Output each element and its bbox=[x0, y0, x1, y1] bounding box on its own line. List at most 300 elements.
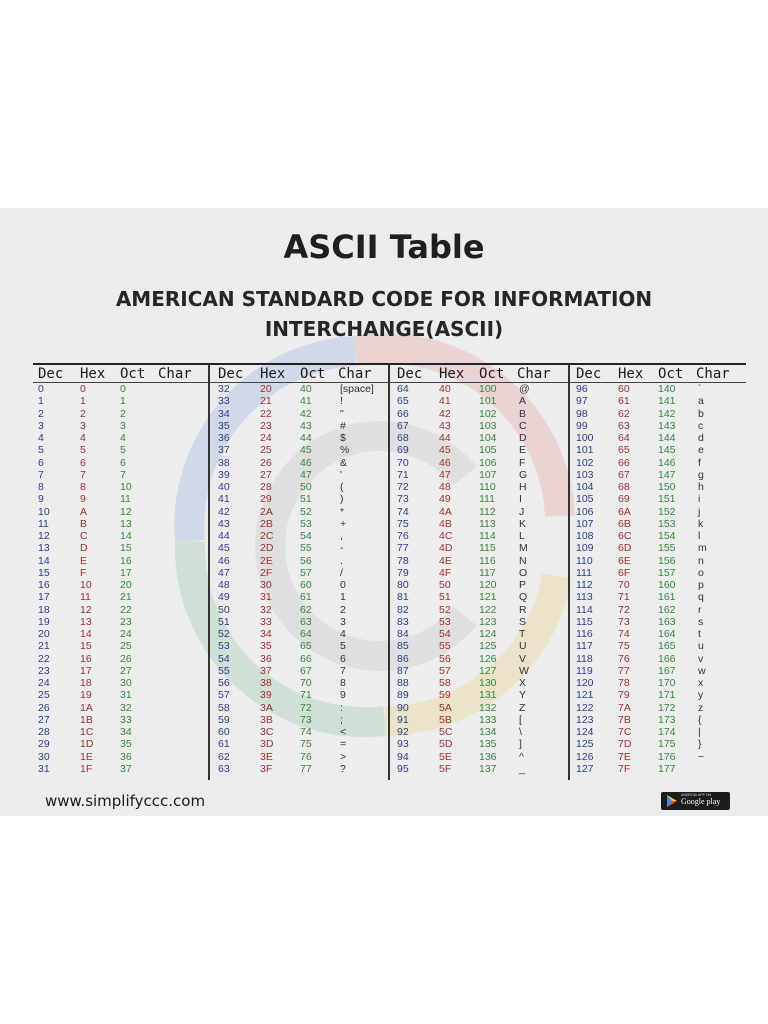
cell-hex: 5B bbox=[439, 713, 452, 726]
cell-dec: 2 bbox=[38, 407, 44, 420]
cell-char: _ bbox=[519, 762, 525, 775]
cell-dec: 38 bbox=[218, 456, 230, 469]
cell-oct: 6 bbox=[120, 456, 126, 469]
cell-dec: 43 bbox=[218, 517, 230, 530]
cell-dec: 56 bbox=[218, 677, 230, 689]
cell-dec: 69 bbox=[397, 444, 409, 457]
cell-char: C bbox=[519, 419, 527, 432]
cell-hex: 18 bbox=[80, 677, 92, 689]
cell-oct: 55 bbox=[300, 542, 312, 555]
cell-hex: 53 bbox=[439, 615, 451, 628]
cell-hex: 67 bbox=[618, 468, 630, 481]
page-subtitle-line2: INTERCHANGE(ASCII) bbox=[264, 317, 504, 341]
cell-char: s bbox=[698, 615, 704, 628]
cell-hex: 74 bbox=[618, 628, 630, 640]
cell-hex: 39 bbox=[260, 689, 272, 702]
cell-dec: 21 bbox=[38, 640, 50, 653]
cell-dec: 7 bbox=[38, 468, 44, 481]
cell-hex: 21 bbox=[260, 395, 272, 408]
column-header: Hex bbox=[260, 366, 286, 382]
column-divider bbox=[568, 364, 570, 780]
cell-oct: 71 bbox=[300, 689, 312, 702]
cell-dec: 78 bbox=[397, 554, 409, 567]
cell-dec: 94 bbox=[397, 750, 409, 763]
cell-oct: 127 bbox=[479, 664, 497, 677]
column-header: Dec bbox=[397, 366, 423, 382]
cell-hex: 5E bbox=[439, 750, 452, 763]
cell-hex: 6A bbox=[618, 505, 631, 518]
cell-dec: 0 bbox=[38, 383, 44, 395]
cell-char: O bbox=[519, 566, 528, 579]
cell-oct: 154 bbox=[658, 530, 676, 542]
cell-dec: 40 bbox=[218, 481, 230, 493]
cell-char: c bbox=[698, 419, 704, 432]
badge-small-text: ANDROID APP ON bbox=[681, 793, 712, 797]
cell-char: 8 bbox=[340, 677, 346, 689]
cell-hex: 5 bbox=[80, 444, 86, 457]
cell-oct: 34 bbox=[120, 726, 132, 738]
cell-hex: 38 bbox=[260, 677, 272, 689]
cell-hex: 42 bbox=[439, 407, 451, 420]
cell-dec: 125 bbox=[576, 738, 594, 751]
cell-hex: E bbox=[80, 554, 88, 567]
cell-oct: 125 bbox=[479, 640, 497, 653]
cell-oct: 104 bbox=[479, 432, 497, 444]
cell-dec: 108 bbox=[576, 530, 594, 542]
cell-dec: 90 bbox=[397, 701, 409, 714]
cell-oct: 37 bbox=[120, 762, 132, 775]
cell-hex: 2A bbox=[260, 505, 273, 518]
google-play-badge[interactable] bbox=[661, 792, 730, 810]
cell-char: $ bbox=[340, 432, 346, 444]
cell-hex: 6D bbox=[618, 542, 632, 555]
cell-hex: 49 bbox=[439, 493, 451, 506]
cell-dec: 28 bbox=[38, 726, 50, 738]
cell-oct: 11 bbox=[120, 493, 131, 506]
cell-oct: 110 bbox=[479, 481, 496, 493]
cell-dec: 72 bbox=[397, 481, 409, 493]
cell-hex: 77 bbox=[618, 664, 630, 677]
cell-oct: 137 bbox=[479, 762, 497, 775]
cell-oct: 63 bbox=[300, 615, 312, 628]
cell-oct: 175 bbox=[658, 738, 676, 751]
cell-dec: 63 bbox=[218, 762, 230, 775]
cell-char: S bbox=[519, 615, 527, 628]
cell-oct: 26 bbox=[120, 652, 132, 665]
cell-char: K bbox=[519, 517, 527, 530]
website-link[interactable]: www.simplifyccc.com bbox=[45, 792, 206, 810]
cell-char: l bbox=[698, 530, 701, 542]
column-header: Oct bbox=[300, 366, 326, 382]
cell-dec: 59 bbox=[218, 713, 230, 726]
cell-dec: 49 bbox=[218, 591, 230, 604]
cell-hex: 15 bbox=[80, 640, 92, 653]
cell-oct: 57 bbox=[300, 566, 312, 579]
cell-hex: 3B bbox=[260, 713, 273, 726]
cell-oct: 73 bbox=[300, 713, 312, 726]
cell-oct: 31 bbox=[120, 689, 132, 702]
cell-hex: 23 bbox=[260, 419, 272, 432]
cell-hex: 51 bbox=[439, 591, 451, 604]
cell-hex: 34 bbox=[260, 628, 272, 640]
cell-oct: 115 bbox=[479, 542, 496, 555]
cell-hex: 40 bbox=[439, 383, 451, 395]
cell-oct: 77 bbox=[300, 762, 312, 775]
cell-oct: 131 bbox=[479, 689, 497, 702]
cell-hex: 25 bbox=[260, 444, 272, 457]
cell-oct: 70 bbox=[300, 677, 312, 689]
cell-dec: 52 bbox=[218, 628, 230, 640]
cell-hex: 3E bbox=[260, 750, 273, 763]
cell-oct: 45 bbox=[300, 444, 312, 457]
cell-hex: 10 bbox=[80, 579, 92, 591]
cell-hex: 60 bbox=[618, 383, 630, 395]
cell-hex: 5F bbox=[439, 762, 452, 775]
cell-char: p bbox=[698, 579, 704, 591]
cell-dec: 96 bbox=[576, 383, 588, 395]
cell-dec: 85 bbox=[397, 640, 409, 653]
cell-dec: 84 bbox=[397, 628, 409, 640]
cell-dec: 68 bbox=[397, 432, 409, 444]
cell-oct: 162 bbox=[658, 603, 676, 616]
cell-char: q bbox=[698, 591, 704, 604]
cell-dec: 48 bbox=[218, 579, 230, 591]
cell-hex: 12 bbox=[80, 603, 92, 616]
cell-hex: 5D bbox=[439, 738, 453, 751]
cell-oct: 116 bbox=[479, 554, 496, 567]
cell-hex: 4D bbox=[439, 542, 453, 555]
cell-hex: 4 bbox=[80, 432, 86, 444]
cell-oct: 23 bbox=[120, 615, 132, 628]
cell-dec: 120 bbox=[576, 677, 594, 689]
cell-hex: 2D bbox=[260, 542, 274, 555]
cell-dec: 100 bbox=[576, 432, 594, 444]
cell-dec: 15 bbox=[38, 566, 50, 579]
cell-dec: 83 bbox=[397, 615, 409, 628]
cell-dec: 111 bbox=[576, 566, 592, 579]
cell-hex: 52 bbox=[439, 603, 451, 616]
cell-char: k bbox=[698, 517, 704, 530]
cell-oct: 36 bbox=[120, 750, 132, 763]
cell-dec: 93 bbox=[397, 738, 409, 751]
cell-dec: 24 bbox=[38, 677, 50, 689]
cell-dec: 89 bbox=[397, 689, 409, 702]
cell-dec: 41 bbox=[218, 493, 230, 506]
cell-hex: 7A bbox=[618, 701, 631, 714]
column-header: Char bbox=[158, 366, 192, 382]
cell-dec: 60 bbox=[218, 726, 230, 738]
cell-oct: 76 bbox=[300, 750, 312, 763]
cell-dec: 118 bbox=[576, 652, 593, 665]
cell-dec: 32 bbox=[218, 383, 230, 395]
cell-dec: 39 bbox=[218, 468, 230, 481]
cell-char: % bbox=[340, 444, 350, 457]
cell-hex: 36 bbox=[260, 652, 272, 665]
cell-dec: 47 bbox=[218, 566, 230, 579]
cell-hex: 59 bbox=[439, 689, 451, 702]
cell-oct: 140 bbox=[658, 383, 676, 395]
cell-dec: 66 bbox=[397, 407, 409, 420]
cell-oct: 22 bbox=[120, 603, 132, 616]
cell-char: . bbox=[340, 554, 343, 567]
cell-char: V bbox=[519, 652, 527, 665]
cell-dec: 126 bbox=[576, 750, 594, 763]
cell-hex: 19 bbox=[80, 689, 92, 702]
cell-hex: 43 bbox=[439, 419, 451, 432]
cell-hex: 11 bbox=[80, 591, 91, 604]
table-top-rule bbox=[33, 363, 746, 365]
cell-dec: 17 bbox=[38, 591, 50, 604]
cell-hex: 3F bbox=[260, 762, 273, 775]
cell-hex: 7F bbox=[618, 762, 631, 775]
cell-oct: 124 bbox=[479, 628, 497, 640]
cell-dec: 1 bbox=[38, 395, 44, 408]
cell-dec: 107 bbox=[576, 517, 594, 530]
cell-char: } bbox=[698, 738, 702, 751]
cell-oct: 144 bbox=[658, 432, 676, 444]
cell-char: X bbox=[519, 677, 527, 689]
cell-hex: 41 bbox=[439, 395, 451, 408]
cell-hex: 71 bbox=[618, 591, 630, 604]
cell-char: z bbox=[698, 701, 704, 714]
cell-char: 5 bbox=[340, 640, 346, 653]
cell-dec: 103 bbox=[576, 468, 594, 481]
cell-oct: 10 bbox=[120, 481, 132, 493]
cell-hex: 58 bbox=[439, 677, 451, 689]
cell-char: 9 bbox=[340, 689, 346, 702]
cell-hex: 20 bbox=[260, 383, 272, 395]
cell-char: t bbox=[698, 628, 701, 640]
cell-dec: 23 bbox=[38, 664, 50, 677]
cell-oct: 4 bbox=[120, 432, 126, 444]
cell-dec: 92 bbox=[397, 726, 409, 738]
cell-dec: 36 bbox=[218, 432, 230, 444]
cell-oct: 1 bbox=[120, 395, 126, 408]
cell-hex: 62 bbox=[618, 407, 630, 420]
cell-char: : bbox=[340, 701, 343, 714]
cell-char: H bbox=[519, 481, 527, 493]
cell-dec: 67 bbox=[397, 419, 409, 432]
cell-hex: 24 bbox=[260, 432, 272, 444]
cell-oct: 24 bbox=[120, 628, 132, 640]
cell-char: @ bbox=[519, 383, 530, 395]
cell-char: u bbox=[698, 640, 704, 653]
cell-oct: 123 bbox=[479, 615, 497, 628]
cell-dec: 71 bbox=[397, 468, 409, 481]
cell-hex: 6C bbox=[618, 530, 632, 542]
cell-hex: 4A bbox=[439, 505, 452, 518]
cell-dec: 114 bbox=[576, 603, 593, 616]
cell-dec: 82 bbox=[397, 603, 409, 616]
cell-oct: 121 bbox=[479, 591, 497, 604]
cell-char: * bbox=[340, 505, 345, 518]
cell-hex: 1B bbox=[80, 713, 93, 726]
cell-dec: 4 bbox=[38, 432, 44, 444]
cell-hex: 7E bbox=[618, 750, 631, 763]
cell-oct: 107 bbox=[479, 468, 497, 481]
cell-char: Y bbox=[519, 689, 527, 702]
cell-oct: 14 bbox=[120, 530, 132, 542]
cell-oct: 135 bbox=[479, 738, 497, 751]
cell-char: r bbox=[698, 603, 702, 616]
cell-oct: 136 bbox=[479, 750, 497, 763]
cell-oct: 30 bbox=[120, 677, 132, 689]
cell-char: ' bbox=[340, 468, 343, 481]
cell-dec: 25 bbox=[38, 689, 50, 702]
cell-char: N bbox=[519, 554, 527, 567]
cell-hex: C bbox=[80, 530, 88, 542]
cell-hex: 45 bbox=[439, 444, 451, 457]
cell-oct: 25 bbox=[120, 640, 132, 653]
cell-dec: 31 bbox=[38, 762, 50, 775]
cell-oct: 174 bbox=[658, 726, 676, 738]
cell-dec: 3 bbox=[38, 419, 44, 432]
cell-char: + bbox=[340, 517, 347, 530]
cell-hex: 72 bbox=[618, 603, 630, 616]
cell-hex: 5C bbox=[439, 726, 453, 738]
page-subtitle-line1: AMERICAN STANDARD CODE FOR INFORMATION bbox=[115, 287, 653, 311]
cell-hex: 4F bbox=[439, 566, 452, 579]
cell-dec: 16 bbox=[38, 579, 50, 591]
cell-oct: 100 bbox=[479, 383, 497, 395]
cell-hex: 37 bbox=[260, 664, 272, 677]
cell-hex: 28 bbox=[260, 481, 272, 493]
cell-char: D bbox=[519, 432, 527, 444]
cell-hex: 6F bbox=[618, 566, 631, 579]
cell-dec: 109 bbox=[576, 542, 594, 555]
cell-char: 1 bbox=[340, 591, 346, 604]
cell-dec: 45 bbox=[218, 542, 230, 555]
cell-dec: 18 bbox=[38, 603, 50, 616]
cell-oct: 42 bbox=[300, 407, 312, 420]
cell-hex: 0 bbox=[80, 383, 86, 395]
column-header: Char bbox=[517, 366, 551, 382]
cell-hex: 17 bbox=[80, 664, 92, 677]
cell-hex: 3D bbox=[260, 738, 274, 751]
cell-char: 4 bbox=[340, 628, 346, 640]
cell-dec: 55 bbox=[218, 664, 230, 677]
cell-char: 0 bbox=[340, 579, 346, 591]
cell-dec: 53 bbox=[218, 640, 230, 653]
cell-dec: 91 bbox=[397, 713, 409, 726]
cell-dec: 80 bbox=[397, 579, 409, 591]
cell-char: U bbox=[519, 640, 527, 653]
cell-char: w bbox=[698, 664, 706, 677]
cell-oct: 161 bbox=[658, 591, 676, 604]
cell-hex: 5A bbox=[439, 701, 452, 714]
cell-hex: B bbox=[80, 517, 88, 530]
cell-dec: 124 bbox=[576, 726, 594, 738]
cell-char: [space] bbox=[340, 383, 374, 395]
column-header: Hex bbox=[80, 366, 106, 382]
cell-char: n bbox=[698, 554, 704, 567]
cell-oct: 101 bbox=[479, 395, 497, 408]
cell-hex: 4C bbox=[439, 530, 453, 542]
cell-oct: 145 bbox=[658, 444, 676, 457]
cell-hex: 30 bbox=[260, 579, 272, 591]
cell-char: d bbox=[698, 432, 704, 444]
cell-hex: 1 bbox=[80, 395, 86, 408]
cell-char: [ bbox=[519, 713, 522, 726]
cell-oct: 15 bbox=[120, 542, 132, 555]
cell-oct: 46 bbox=[300, 456, 312, 469]
cell-oct: 62 bbox=[300, 603, 312, 616]
cell-char: ] bbox=[519, 738, 522, 751]
cell-char: b bbox=[698, 407, 704, 420]
cell-oct: 156 bbox=[658, 554, 676, 567]
cell-oct: 177 bbox=[658, 762, 676, 775]
cell-oct: 146 bbox=[658, 456, 676, 469]
cell-dec: 58 bbox=[218, 701, 230, 714]
cell-hex: D bbox=[80, 542, 88, 555]
cell-oct: 176 bbox=[658, 750, 676, 763]
cell-char: e bbox=[698, 444, 704, 457]
cell-dec: 34 bbox=[218, 407, 230, 420]
cell-dec: 81 bbox=[397, 591, 409, 604]
cell-dec: 99 bbox=[576, 419, 588, 432]
cell-oct: 113 bbox=[479, 517, 496, 530]
cell-char: 2 bbox=[340, 603, 346, 616]
cell-hex: 3C bbox=[260, 726, 274, 738]
cell-oct: 35 bbox=[120, 738, 132, 751]
cell-dec: 13 bbox=[38, 542, 50, 555]
cell-oct: 152 bbox=[658, 505, 676, 518]
cell-oct: 166 bbox=[658, 652, 676, 665]
cell-char: - bbox=[340, 542, 344, 555]
cell-char: T bbox=[519, 628, 526, 640]
cell-hex: F bbox=[80, 566, 87, 579]
cell-hex: 32 bbox=[260, 603, 272, 616]
cell-oct: 44 bbox=[300, 432, 312, 444]
cell-oct: 153 bbox=[658, 517, 676, 530]
column-header: Char bbox=[696, 366, 730, 382]
cell-hex: 9 bbox=[80, 493, 86, 506]
column-header: Dec bbox=[218, 366, 244, 382]
cell-hex: 48 bbox=[439, 481, 451, 493]
cell-dec: 26 bbox=[38, 701, 50, 714]
cell-oct: 60 bbox=[300, 579, 312, 591]
cell-hex: 2C bbox=[260, 530, 274, 542]
cell-dec: 29 bbox=[38, 738, 50, 751]
cell-hex: 55 bbox=[439, 640, 451, 653]
cell-char: Q bbox=[519, 591, 528, 604]
cell-hex: 68 bbox=[618, 481, 630, 493]
cell-dec: 73 bbox=[397, 493, 409, 506]
cell-hex: 3 bbox=[80, 419, 86, 432]
cell-oct: 27 bbox=[120, 664, 132, 677]
cell-dec: 101 bbox=[576, 444, 594, 457]
cell-dec: 19 bbox=[38, 615, 50, 628]
cell-char: ? bbox=[340, 762, 346, 775]
badge-label: Google play bbox=[681, 797, 721, 806]
cell-hex: 1A bbox=[80, 701, 93, 714]
cell-dec: 8 bbox=[38, 481, 44, 493]
cell-dec: 65 bbox=[397, 395, 409, 408]
page-title: ASCII Table bbox=[283, 228, 485, 266]
cell-oct: 0 bbox=[120, 383, 126, 395]
cell-oct: 132 bbox=[479, 701, 497, 714]
cell-oct: 41 bbox=[300, 395, 312, 408]
cell-char: ` bbox=[698, 383, 702, 395]
column-divider bbox=[388, 364, 390, 780]
cell-char: ; bbox=[340, 713, 343, 726]
column-header: Oct bbox=[479, 366, 505, 382]
cell-oct: 120 bbox=[479, 579, 497, 591]
column-header: Hex bbox=[439, 366, 465, 382]
cell-oct: 7 bbox=[120, 468, 126, 481]
cell-dec: 86 bbox=[397, 652, 409, 665]
cell-char: W bbox=[519, 664, 529, 677]
